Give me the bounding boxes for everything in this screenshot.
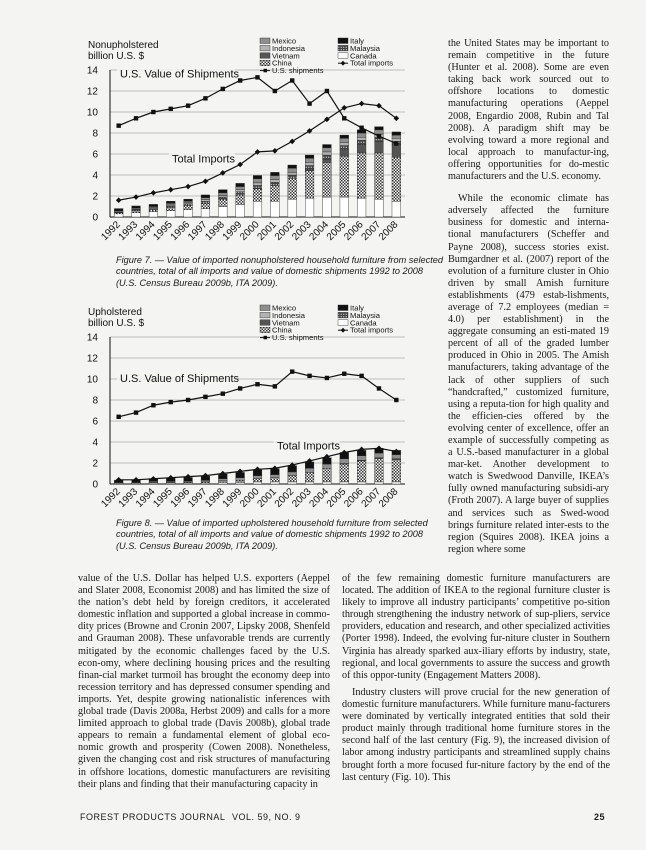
- legend-swatch-canada: [338, 53, 348, 59]
- bar-mexico-2004: [323, 464, 332, 468]
- point-total-imports-1995: [168, 187, 174, 193]
- point-us-shipments-2008: [394, 141, 398, 145]
- bar-china-2005: [340, 156, 349, 197]
- bar-canada-2004: [323, 482, 332, 484]
- bar-mexico-2006: [357, 456, 366, 461]
- legend-label-italy: Italy: [350, 36, 364, 46]
- bar-mexico-1997: [201, 198, 210, 200]
- point-total-imports-2006: [359, 101, 365, 107]
- point-us-shipments-2004: [325, 89, 329, 93]
- bar-italy-1993: [132, 206, 141, 208]
- bar-indonesia-2004: [323, 152, 332, 155]
- bar-indonesia-2003: [305, 162, 314, 165]
- bar-indonesia-2005: [340, 142, 349, 145]
- point-us-shipments-1993: [134, 116, 138, 120]
- bar-mexico-2008: [392, 135, 401, 138]
- bar-china-2007: [375, 153, 384, 199]
- x-tick-label-1998: 1998: [203, 219, 227, 243]
- bar-china-1995: [166, 208, 175, 211]
- bar-indonesia-2000: [253, 183, 262, 186]
- bar-mexico-1997: [201, 480, 210, 482]
- bar-malaysia-1995: [166, 206, 175, 208]
- point-us-shipments-1996: [186, 398, 190, 402]
- right-bottom-paragraph-2: Industry clusters will prove crucial for the new generation of domestic furniture manufacturers. While furniture manu-facturers were dominated by vertically integrated entities that sold their product mainly through traditional home furniture stores in the second half of the last century (Fig. 9), the increased division of labor among industry participants and streamlined supply chains brought forth a more focused fur-niture factory by the end of the last century (Fig. 10). This: [342, 687, 610, 783]
- bar-italy-2003: [305, 155, 314, 158]
- bar-canada-1994: [149, 212, 158, 217]
- legend-swatch-china: [260, 327, 270, 333]
- x-tick-label-2008: 2008: [376, 486, 401, 510]
- legend-marker-us-shipments: [264, 336, 268, 340]
- legend-label-china: China: [272, 325, 292, 335]
- figure-7-caption: Figure 7. — Value of imported nonupholstered household furniture from selected countries, total of all imports and value of domestic shipments 1992 to 2008 (U.S. Census Bureau 2009b, ITA 2009).: [116, 255, 444, 288]
- x-tick-label-2003: 2003: [290, 486, 314, 510]
- point-us-shipments-1993: [134, 410, 138, 414]
- bar-italy-2002: [288, 165, 297, 168]
- bar-china-2007: [375, 459, 384, 482]
- y-tick-label-8: 8: [92, 128, 98, 140]
- point-us-shipments-1997: [203, 395, 207, 399]
- x-tick-label-1994: 1994: [133, 486, 158, 510]
- x-tick-label-2008: 2008: [376, 219, 401, 243]
- legend-swatch-italy: [338, 305, 348, 311]
- bar-china-1998: [218, 199, 227, 206]
- bar-canada-2004: [323, 197, 332, 217]
- legend-swatch-vietnam: [260, 320, 270, 326]
- y-axis-label: Nonupholstered: [88, 40, 159, 51]
- point-us-shipments-2006: [359, 126, 363, 130]
- x-tick-label-1998: 1998: [203, 486, 227, 510]
- bar-mexico-2003: [305, 158, 314, 162]
- bar-indonesia-1997: [201, 200, 210, 202]
- bar-canada-2007: [375, 199, 384, 217]
- legend-label-malaysia: Malaysia: [350, 43, 380, 53]
- x-tick-label-2000: 2000: [238, 219, 262, 243]
- bar-malaysia-2004: [323, 155, 332, 159]
- bar-mexico-2005: [340, 138, 349, 142]
- point-us-shipments-2007: [377, 386, 381, 390]
- point-us-shipments-1994: [151, 403, 155, 407]
- bar-canada-2001: [271, 482, 280, 484]
- x-tick-label-2003: 2003: [290, 219, 314, 243]
- point-us-shipments-2001: [273, 384, 277, 388]
- bar-china-1997: [201, 203, 210, 208]
- point-us-shipments-2005: [342, 372, 346, 376]
- y-tick-label-2: 2: [92, 191, 98, 203]
- x-tick-label-1999: 1999: [220, 486, 245, 510]
- line-us-shipments: [119, 77, 397, 143]
- point-us-shipments-2000: [255, 75, 259, 79]
- x-tick-label-2006: 2006: [342, 486, 366, 510]
- y-tick-label-12: 12: [86, 86, 98, 98]
- legend-label-indonesia: Indonesia: [272, 43, 305, 53]
- bar-china-2000: [253, 189, 262, 202]
- label-total-imports: Total Imports: [172, 153, 235, 166]
- x-tick-label-1992: 1992: [99, 486, 123, 510]
- point-us-shipments-1997: [203, 96, 207, 100]
- bar-canada-2002: [288, 199, 297, 217]
- bar-canada-2008: [392, 482, 401, 484]
- point-us-shipments-2003: [307, 101, 311, 105]
- x-tick-label-2001: 2001: [255, 486, 279, 510]
- bar-china-1996: [184, 205, 193, 209]
- x-tick-label-1995: 1995: [151, 219, 175, 243]
- bar-mexico-2007: [375, 453, 384, 458]
- bar-canada-2003: [305, 198, 314, 217]
- bar-canada-1992: [114, 214, 123, 217]
- y-axis-label: Upholstered: [88, 307, 142, 318]
- bar-mexico-2005: [340, 459, 349, 464]
- label-us-value-of-shipments: U.S. Value of Shipments: [120, 373, 240, 386]
- legend-label-u-s-shipments: U.S. shipments: [272, 333, 324, 343]
- x-tick-label-2002: 2002: [272, 219, 297, 243]
- legend-label-indonesia: Indonesia: [272, 310, 305, 320]
- point-us-shipments-2001: [273, 89, 277, 93]
- legend-label-total-imports: Total imports: [350, 325, 394, 335]
- legend-swatch-indonesia: [260, 312, 270, 318]
- bar-italy-2004: [323, 145, 332, 148]
- bar-mexico-1998: [218, 193, 227, 196]
- point-us-shipments-1996: [186, 104, 190, 108]
- bar-malaysia-1997: [201, 201, 210, 203]
- bar-malaysia-1996: [184, 204, 193, 206]
- bar-canada-2007: [375, 482, 384, 484]
- bar-mexico-2006: [357, 133, 366, 137]
- bar-vietnam-2008: [392, 145, 401, 158]
- y-axis-unit-label: billion U.S. $: [88, 318, 145, 329]
- bar-italy-2008: [392, 132, 401, 135]
- point-us-shipments-2002: [290, 78, 294, 82]
- legend-label-total-imports: Total imports: [350, 58, 394, 68]
- bar-italy-1996: [184, 199, 193, 201]
- right-paragraph-1: the United States may be important to remain competitive in the future (Hunter et al. 2008). Some are even taking back work sourced out to offshore locations to domestic manufacturing operations (Aeppel 2008, Engardio 2008, Rubin and Tal 2008). A paradigm shift may be evolving toward a more regional and local approach to manufactur-ing, offering opportunities for do-mestic manufacturers and the U.S. economy.: [448, 38, 609, 183]
- bar-canada-2008: [392, 201, 401, 217]
- bar-china-2008: [392, 157, 401, 201]
- y-tick-label-2: 2: [92, 458, 98, 470]
- bar-indonesia-2001: [271, 180, 280, 183]
- bar-canada-2005: [340, 197, 349, 217]
- y-tick-label-14: 14: [86, 65, 98, 77]
- point-us-shipments-1995: [169, 400, 173, 404]
- legend-swatch-mexico: [260, 305, 270, 311]
- x-tick-label-2007: 2007: [359, 486, 384, 510]
- bar-canada-1999: [236, 482, 245, 484]
- bar-mexico-2008: [392, 455, 401, 459]
- x-tick-label-2000: 2000: [238, 486, 262, 510]
- y-tick-label-12: 12: [86, 353, 98, 365]
- y-tick-label-8: 8: [92, 395, 98, 407]
- bar-china-1999: [236, 480, 245, 482]
- legend-swatch-malaysia: [338, 45, 348, 51]
- bar-indonesia-1998: [218, 195, 227, 197]
- bar-indonesia-2006: [357, 137, 366, 140]
- figure-8-caption: Figure 8. — Value of imported upholstered household furniture from selected countries, total of all imports and value of domestic shipments 1992 to 2008 (U.S. Census Bureau 2009b, ITA 2009).: [116, 518, 428, 551]
- bar-canada-2000: [253, 482, 262, 484]
- bar-vietnam-2005: [340, 150, 349, 156]
- x-tick-label-1993: 1993: [116, 219, 141, 243]
- y-tick-label-0: 0: [92, 479, 98, 491]
- x-tick-label-2007: 2007: [359, 219, 384, 243]
- bar-canada-2002: [288, 482, 297, 484]
- point-us-shipments-2006: [359, 374, 363, 378]
- point-us-shipments-2000: [255, 382, 259, 386]
- x-tick-label-2004: 2004: [307, 486, 332, 510]
- bar-canada-1993: [132, 213, 141, 217]
- bar-canada-1998: [218, 482, 227, 484]
- right-paragraph-2: While the economic climate has adversely affected the furniture business for domestic and interna-tional manufacturers (Scheffer and Payne 2008), success stories exist. Bumgardner et al. (2007) report of the evolution of a furniture cluster in Ohio driven by small Amish furniture establishments (479 estab-lishments, average of 7.2 employees (median = 4.0) per establishment) in the aggregate consuming an esti-mated 19 percent of all of the graded lumber produced in Ohio in 2005. The Amish manufacturers, taking advantage of the lack of other suppliers of such “handcrafted,” customized furniture, using a reputa-tion for high quality and the efficien-cies offered by the evolving center of excellence, offer an example of successfully competing as a U.S.-based manufacturer in a global mar-ket. Another development to watch is Swedwood Danville, IKEA’s fully owned manufacturing subsidi-ary (Froth 2007). A large buyer of supplies and services such as Swed-wood brings furniture related inter-ests to the region (Squires 2008). IKEA joins a region where some: [448, 193, 609, 555]
- bar-mexico-2000: [253, 476, 262, 479]
- x-tick-label-1996: 1996: [168, 486, 193, 510]
- legend-swatch-italy: [338, 38, 348, 44]
- bar-italy-2006: [357, 130, 366, 133]
- bar-mexico-1999: [236, 478, 245, 481]
- y-tick-label-14: 14: [86, 332, 98, 344]
- bar-malaysia-2000: [253, 186, 262, 189]
- bar-mexico-1998: [218, 479, 227, 481]
- bar-canada-1996: [184, 210, 193, 217]
- bar-italy-1995: [166, 201, 175, 203]
- y-tick-label-4: 4: [92, 437, 98, 449]
- point-total-imports-2001: [272, 148, 278, 154]
- footer-volume: VOL. 59, NO. 9: [232, 812, 301, 822]
- bar-malaysia-2002: [288, 175, 297, 178]
- point-us-shipments-1992: [116, 123, 120, 127]
- bar-malaysia-1999: [236, 192, 245, 195]
- legend-swatch-mexico: [260, 38, 270, 44]
- legend-label-vietnam: Vietnam: [272, 51, 300, 61]
- bar-italy-1994: [149, 204, 158, 206]
- bar-china-2003: [305, 472, 314, 481]
- bar-indonesia-2002: [288, 172, 297, 175]
- y-axis-unit-label: billion U.S. $: [88, 51, 145, 62]
- x-tick-label-1995: 1995: [151, 486, 175, 510]
- bar-italy-2005: [340, 135, 349, 138]
- bar-mexico-2000: [253, 179, 262, 183]
- bar-canada-2005: [340, 482, 349, 484]
- legend-swatch-china: [260, 60, 270, 65]
- bar-china-2003: [305, 171, 314, 198]
- figure-7: [80, 36, 420, 248]
- bar-indonesia-2008: [392, 138, 401, 141]
- legend-swatch-vietnam: [260, 53, 270, 59]
- point-us-shipments-1998: [221, 392, 225, 396]
- bar-mexico-2002: [288, 472, 297, 476]
- bar-italy-1998: [218, 190, 227, 193]
- y-tick-label-6: 6: [92, 416, 98, 428]
- x-tick-label-1992: 1992: [99, 219, 123, 243]
- bar-china-1998: [218, 481, 227, 483]
- legend-marker-total-imports: [341, 328, 346, 333]
- bar-china-2008: [392, 460, 401, 482]
- point-us-shipments-2003: [307, 374, 311, 378]
- bar-china-2000: [253, 479, 262, 482]
- bar-italy-1992: [114, 209, 123, 211]
- y-tick-label-10: 10: [86, 107, 98, 119]
- point-us-shipments-2008: [394, 398, 398, 402]
- bar-china-1994: [149, 210, 158, 212]
- y-tick-label-6: 6: [92, 149, 98, 161]
- point-us-shipments-1994: [151, 110, 155, 114]
- bar-canada-1999: [236, 204, 245, 217]
- bar-vietnam-2004: [323, 159, 332, 162]
- legend-marker-total-imports: [341, 61, 346, 66]
- bar-china-2002: [288, 178, 297, 199]
- bar-china-1993: [132, 211, 141, 213]
- point-total-imports-2002: [289, 139, 295, 145]
- legend-swatch-malaysia: [338, 312, 348, 318]
- bar-china-2002: [288, 476, 297, 482]
- bar-mexico-1999: [236, 187, 245, 190]
- legend-label-malaysia: Malaysia: [350, 310, 380, 320]
- bar-china-2001: [271, 478, 280, 482]
- bar-canada-1998: [218, 207, 227, 218]
- bar-canada-2003: [305, 482, 314, 484]
- bar-canada-1995: [166, 211, 175, 217]
- label-us-value-of-shipments: U.S. Value of Shipments: [120, 68, 240, 81]
- y-tick-label-0: 0: [92, 212, 98, 224]
- right-column-text: [448, 38, 609, 556]
- x-tick-label-2005: 2005: [324, 219, 349, 243]
- bar-indonesia-1999: [236, 190, 245, 192]
- x-tick-label-2004: 2004: [307, 219, 332, 243]
- bar-italy-1999: [236, 183, 245, 186]
- legend-swatch-indonesia: [260, 45, 270, 51]
- x-tick-label-1996: 1996: [168, 219, 193, 243]
- x-tick-label-1997: 1997: [186, 219, 210, 243]
- point-us-shipments-2004: [325, 376, 329, 380]
- bar-mexico-1995: [166, 203, 175, 205]
- bar-vietnam-2007: [375, 141, 384, 153]
- right-bottom-paragraph-1: of the few remaining domestic furniture manufacturers are located. The addition of IKEA to the regional furniture cluster is likely to improve all industry participants’ competitive po-sition through strengthening the industry network of sup-pliers, service providers, education and research, and other specialized activities (Porter 1998). Indeed, the evolving fur-niture cluster in Southern Virginia has already sparked aux-iliary efforts by industry, state, regional, and local governments to assure the success and growth of this oppor-tunity (Engagement Matters 2008).: [342, 573, 610, 681]
- bar-malaysia-2006: [357, 140, 366, 144]
- bar-mexico-2001: [271, 176, 280, 180]
- figure-7-chart: [80, 36, 420, 248]
- label-total-imports: Total Imports: [277, 440, 340, 453]
- point-total-imports-1994: [151, 190, 157, 196]
- legend-label-canada: Canada: [350, 51, 377, 61]
- point-us-shipments-2005: [342, 116, 346, 120]
- bar-vietnam-2006: [357, 145, 366, 153]
- legend-label-mexico: Mexico: [272, 36, 297, 46]
- bar-canada-2001: [271, 201, 280, 217]
- point-total-imports-1996: [185, 184, 191, 190]
- bar-canada-2000: [253, 201, 262, 217]
- legend-label-vietnam: Vietnam: [272, 318, 300, 328]
- x-tick-label-2005: 2005: [324, 486, 349, 510]
- bar-canada-1997: [201, 209, 210, 217]
- point-us-shipments-1998: [221, 87, 225, 91]
- bar-china-2001: [271, 186, 280, 202]
- x-tick-label-1993: 1993: [116, 486, 141, 510]
- figure-8: [80, 303, 420, 515]
- point-total-imports-1992: [116, 197, 122, 203]
- point-us-shipments-2007: [377, 134, 381, 138]
- point-us-shipments-1999: [238, 386, 242, 390]
- point-total-imports-1997: [203, 179, 209, 185]
- bar-china-2006: [357, 461, 366, 482]
- point-us-shipments-1995: [169, 107, 173, 111]
- y-tick-label-10: 10: [86, 374, 98, 386]
- legend-label-italy: Italy: [350, 303, 364, 313]
- point-us-shipments-2002: [290, 369, 294, 373]
- footer-journal: FOREST PRODUCTS JOURNAL: [80, 812, 226, 822]
- bar-italy-1997: [201, 195, 210, 198]
- legend-marker-us-shipments: [264, 69, 268, 73]
- bar-china-2004: [323, 162, 332, 197]
- bar-mexico-1996: [184, 201, 193, 203]
- bar-malaysia-2005: [340, 146, 349, 150]
- bar-canada-2006: [357, 198, 366, 217]
- bar-malaysia-2001: [271, 182, 280, 185]
- bar-mexico-2002: [288, 168, 297, 172]
- y-tick-label-4: 4: [92, 170, 98, 182]
- bar-italy-2007: [375, 127, 384, 130]
- bar-malaysia-2003: [305, 166, 314, 170]
- bar-china-2005: [340, 464, 349, 482]
- bar-china-2006: [357, 153, 366, 198]
- x-tick-label-1999: 1999: [220, 219, 245, 243]
- footer-page-number: 25: [594, 812, 606, 822]
- point-total-imports-1993: [133, 194, 139, 200]
- x-tick-label-1997: 1997: [186, 486, 210, 510]
- bar-canada-2006: [357, 482, 366, 484]
- x-tick-label-1994: 1994: [133, 219, 158, 243]
- legend-label-mexico: Mexico: [272, 303, 297, 313]
- x-tick-label-2002: 2002: [272, 486, 297, 510]
- point-us-shipments-1992: [116, 415, 120, 419]
- figure-8-chart: [80, 303, 420, 515]
- legend-label-china: China: [272, 58, 292, 68]
- x-tick-label-2001: 2001: [255, 219, 279, 243]
- bar-china-2004: [323, 468, 332, 482]
- bar-italy-2000: [253, 176, 262, 179]
- bar-china-1999: [236, 195, 245, 204]
- bar-mexico-2001: [271, 475, 280, 478]
- left-bottom-paragraph: value of the U.S. Dollar has helped U.S. exporters (Aeppel and Slater 2008, Economist 2008) and has limited the size of the nation’s debt held by foreign creditors, it accelerated domestic inflation and supported a global increase in commo-dity prices (Browne and Cronin 2007, Lipsky 2008, Shenfeld and Grauman 2008). These unfavorable trends are currently mitigated by the economic challenges faced by the U.S. econ-omy, where declining housing prices and the resulting finan-cial market turmoil has brought the economy deep into recession territory and has depressed consumer spending and imports. Yet, despite growing nationalistic inferences with global trade (Davis 2008a, Herbst 2009) and calls for a more limited approach to global trade (Davis 2008b), global trade appears to remain a fundamental element of global eco-nomic growth and prosperity (Cowen 2008). Nonetheless, given the changing cost and risk structures of manufacturing in offshore locations, domestic manufacturers are revisiting their plans and finding that their manufacturing capacity in: [78, 573, 330, 790]
- bar-mexico-2007: [375, 130, 384, 134]
- bar-malaysia-1998: [218, 197, 227, 199]
- bar-mexico-2003: [305, 468, 314, 472]
- x-tick-label-2006: 2006: [342, 219, 366, 243]
- bar-mexico-2004: [323, 148, 332, 152]
- legend-label-canada: Canada: [350, 318, 377, 328]
- legend-label-u-s-shipments: U.S. shipments: [272, 66, 324, 76]
- legend-swatch-canada: [338, 320, 348, 326]
- bar-italy-2001: [271, 172, 280, 175]
